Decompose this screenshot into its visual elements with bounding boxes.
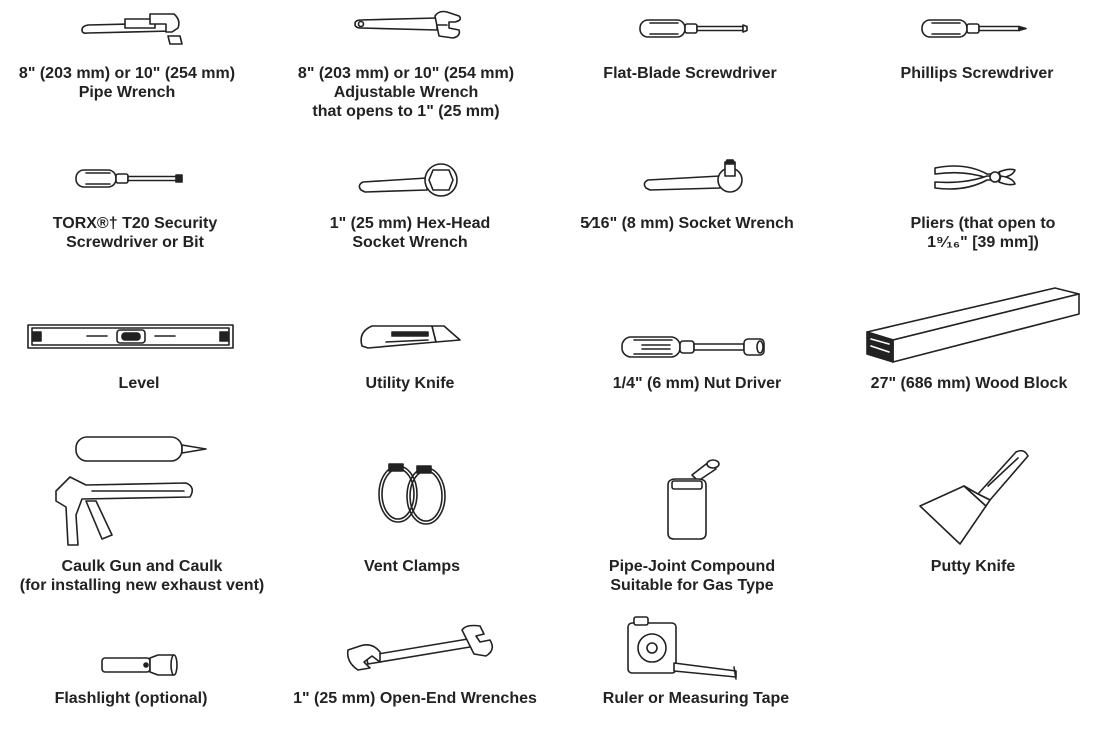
tool-label: 1/4" (6 mm) Nut Driver [612, 375, 782, 392]
putty-knife-icon [918, 446, 1032, 546]
tool-label: Flat-Blade Screwdriver [603, 65, 777, 82]
hex-socket-wrench-icon [357, 158, 467, 198]
tool-label: Utility Knife [365, 375, 455, 392]
caulk-gun-icon [52, 435, 214, 550]
flat-screwdriver-icon [640, 18, 750, 40]
tool-label: Pliers (that open to 1⁹⁄₁₆" [39 mm]) [910, 215, 1056, 251]
adjustable-wrench-icon [355, 10, 465, 40]
tool-label: 1" (25 mm) Hex-Head Socket Wrench [329, 215, 491, 251]
tool-label: 1" (25 mm) Open-End Wrenches [293, 690, 537, 707]
tool-label: Pipe-Joint Compound Suitable for Gas Type [608, 558, 776, 594]
tool-label: 5⁄16" (8 mm) Socket Wrench [580, 215, 794, 232]
compound-jar-icon [664, 455, 724, 541]
open-end-wrench-icon [342, 622, 500, 674]
wood-block-icon [865, 284, 1083, 366]
tool-label: 8" (203 mm) or 10" (254 mm) Adjustable Wrench that opens to 1" (25 mm) [297, 65, 515, 120]
pipe-wrench-icon [80, 10, 190, 45]
flashlight-icon [100, 653, 178, 677]
torx-screwdriver-icon [76, 168, 186, 190]
tool-label: Ruler or Measuring Tape [602, 690, 790, 707]
vent-clamps-icon [377, 462, 452, 526]
level-icon [27, 324, 235, 350]
nut-driver-icon [622, 335, 767, 361]
pliers-icon [935, 162, 1020, 194]
utility-knife-icon [358, 320, 464, 352]
phillips-screwdriver-icon [922, 18, 1032, 40]
tool-label: Vent Clamps [363, 558, 461, 575]
tool-label: 8" (203 mm) or 10" (254 mm) Pipe Wrench [18, 65, 236, 101]
tool-label: Putty Knife [930, 558, 1016, 575]
socket-wrench-icon [642, 160, 752, 195]
tool-label: Phillips Screwdriver [900, 65, 1054, 82]
tool-label: Level [118, 375, 160, 392]
measuring-tape-icon [626, 617, 742, 682]
tool-label: Flashlight (optional) [54, 690, 208, 707]
tool-label: TORX®† T20 Security Screwdriver or Bit [52, 215, 218, 251]
tool-label: 27" (686 mm) Wood Block [870, 375, 1068, 392]
tool-label: Caulk Gun and Caulk (for installing new exhaust vent) [19, 558, 265, 594]
